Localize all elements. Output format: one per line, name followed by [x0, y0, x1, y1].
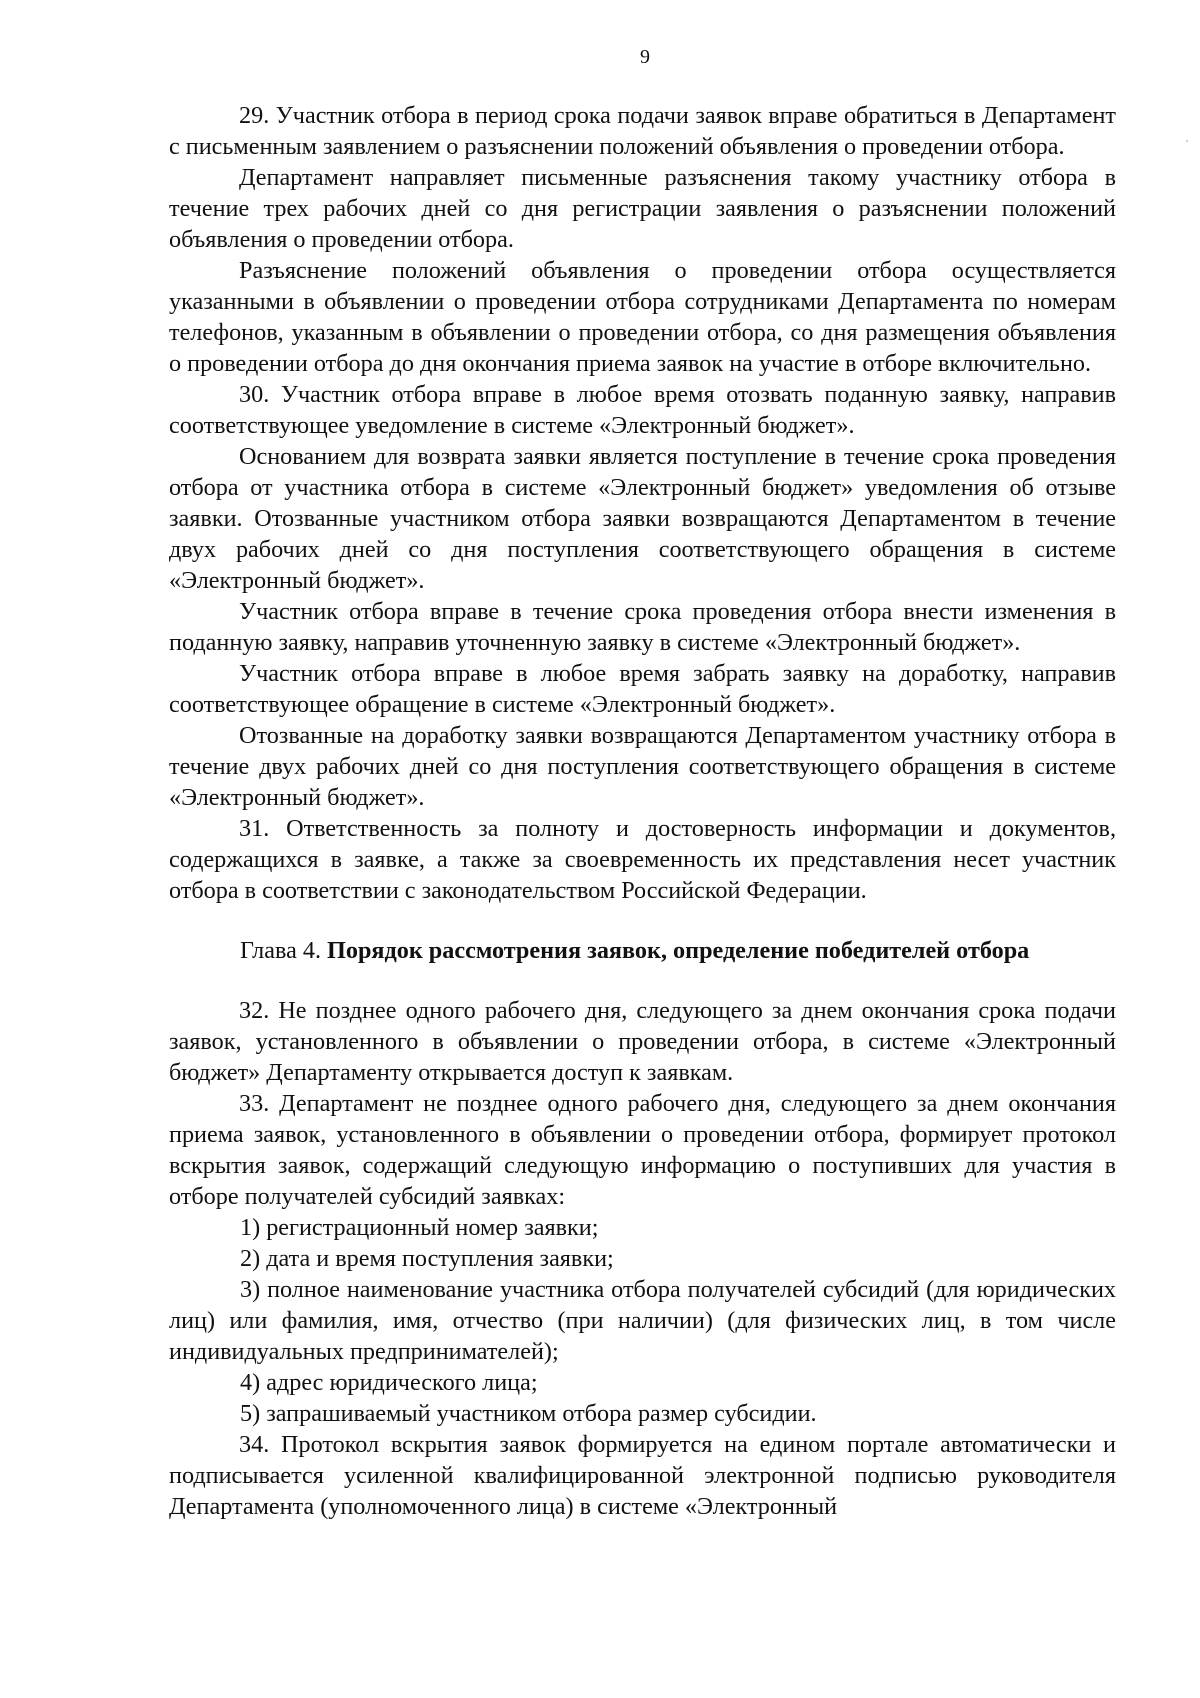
document-body: [169, 100, 1116, 1522]
scan-artifact: [1186, 140, 1188, 142]
list-item-5: 5) запрашиваемый участником отбора размер субсидии.: [240, 1400, 817, 1427]
list-item-4: 4) адрес юридического лица;: [240, 1369, 538, 1396]
list-item-1: 1) регистрационный номер заявки;: [240, 1214, 599, 1241]
paragraph-30-changes: Участник отбора вправе в течение срока проведения отбора внести изменения в поданную заявку, направив уточненную заявку в системе «Электронный бюджет».: [169, 598, 1116, 656]
paragraph-30: 30. Участник отбора вправе в любое время отозвать поданную заявку, направив соответствующее уведомление в системе «Электронный бюджет».: [169, 381, 1116, 439]
paragraph-29-clarification: Департамент направляет письменные разъяснения такому участнику отбора в течение трех рабочих дней со дня регистрации заявления о разъяснении положений объявления о проведении отбора.: [169, 164, 1116, 253]
chapter-title: Порядок рассмотрения заявок, определение победителей отбора: [327, 937, 1030, 964]
paragraph-30-rework: Участник отбора вправе в любое время забрать заявку на доработку, направив соответствующее обращение в системе «Электронный бюджет».: [169, 660, 1116, 718]
paragraph-33: 33. Департамент не позднее одного рабочего дня, следующего за днем окончания приема заявок, установленного в объявлении о проведении отбора, формирует протокол вскрытия заявок, содержащий следующую информацию о поступивших для участия в отборе получателей субсидий заявках:: [169, 1090, 1116, 1210]
paragraph-30-return-basis: Основанием для возврата заявки является поступление в течение срока проведения отбора от участника отбора в системе «Электронный бюджет» уведомления об отзыве заявки. Отозванные участником отбора заявки возвращаются Департаментом в течение двух рабочих дней со дня поступления соответствующего обращения в системе «Электронный бюджет».: [169, 443, 1116, 594]
paragraph-34: 34. Протокол вскрытия заявок формируется на едином портале автоматически и подписывается усиленной квалифицированной электронной подписью руководителя Департамента (уполномоченного лица) в системе «Электронный: [169, 1431, 1116, 1520]
chapter-heading: [169, 935, 1116, 966]
paragraph-29-explanation: Разъяснение положений объявления о проведении отбора осуществляется указанными в объявлении о проведении отбора сотрудниками Департамента по номерам телефонов, указанным в объявлении о проведении отбора, со дня размещения объявления о проведении отбора до дня окончания приема заявок на участие в отборе включительно.: [169, 257, 1116, 377]
paragraph-31: 31. Ответственность за полноту и достоверность информации и документов, содержащихся в заявке, а также за своевременность их представления несет участник отбора в соответствии с законодательством Российской Федерации.: [169, 815, 1116, 904]
paragraph-30-rework-return: Отозванные на доработку заявки возвращаются Департаментом участнику отбора в течение двух рабочих дней со дня поступления соответствующего обращения в системе «Электронный бюджет».: [169, 722, 1116, 811]
chapter-prefix: Глава 4.: [240, 937, 328, 964]
list-item-2: 2) дата и время поступления заявки;: [240, 1245, 614, 1272]
list-item-3: 3) полное наименование участника отбора получателей субсидий (для юридических лиц) или фамилия, имя, отчество (при наличии) (для физических лиц, в том числе индивидуальных предпринимателей);: [169, 1276, 1116, 1365]
paragraph-32: 32. Не позднее одного рабочего дня, следующего за днем окончания срока подачи заявок, установленного в объявлении о проведении отбора, в системе «Электронный бюджет» Департаменту открывается доступ к заявкам.: [169, 997, 1116, 1086]
paragraph-29: 29. Участник отбора в период срока подачи заявок вправе обратиться в Департамент с письменным заявлением о разъяснении положений объявления о проведении отбора.: [169, 102, 1116, 160]
page-number: 9: [640, 46, 650, 68]
